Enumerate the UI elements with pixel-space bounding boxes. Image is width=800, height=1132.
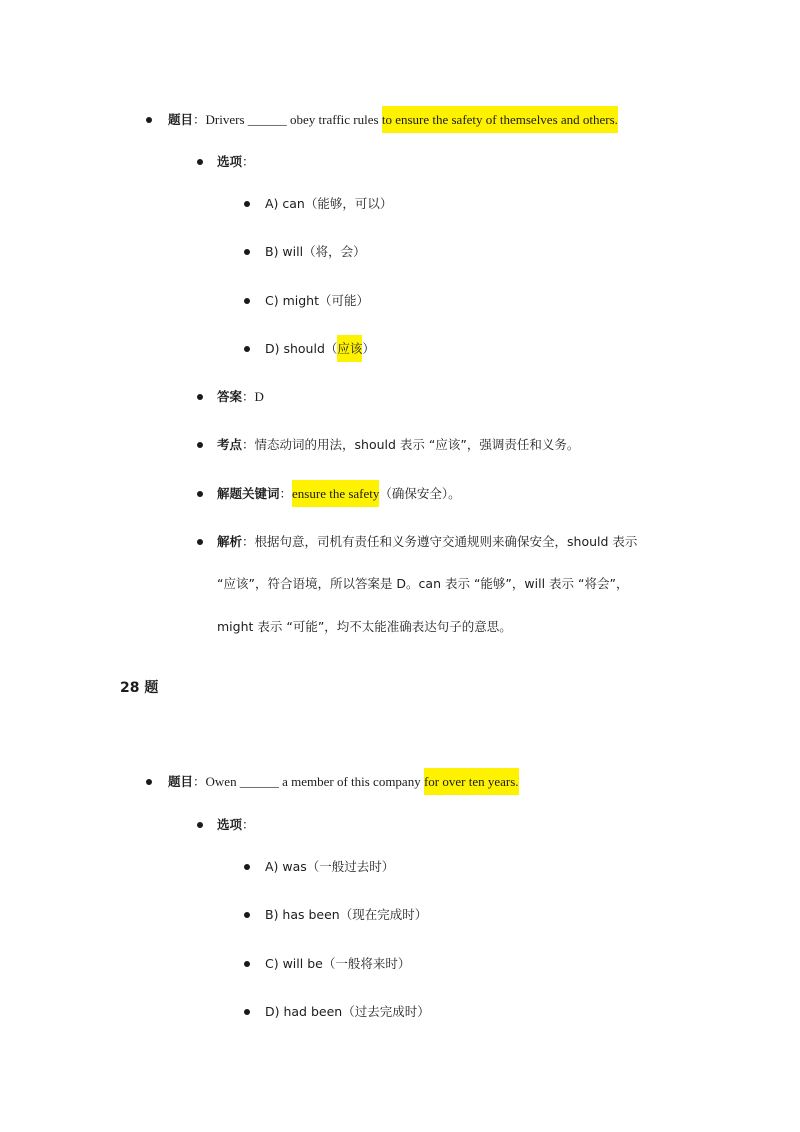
analysis-line-2: “应该”，符合语境，所以答案是 D。can 表示 “能够”，will 表示 “将会”， (217, 576, 629, 591)
analysis-line-1: 解析：根据句意，司机有责任和义务遵守交通规则来确保安全，should 表示 (217, 534, 638, 549)
question-stem: 题目：Drivers ______ obey traffic rules to ensure the safety of themselves and others. (168, 110, 618, 130)
stem-label: 题目 (168, 112, 194, 127)
option-b: B) will（将，会） (265, 244, 366, 259)
list-bullet (197, 822, 203, 828)
question-heading: 28 题 (120, 680, 159, 696)
analysis-line-3: might 表示 “可能”，均不太能准确表达句子的意思。 (217, 619, 512, 634)
option-d: D) should（应该） (265, 339, 375, 359)
list-bullet (244, 249, 250, 255)
list-bullet (146, 117, 152, 123)
list-bullet (146, 779, 152, 785)
list-bullet (244, 298, 250, 304)
list-bullet (244, 1009, 250, 1015)
answer-line: 答案：D (217, 389, 264, 404)
option-d-highlight: 应该 (337, 335, 362, 362)
list-bullet (197, 394, 203, 400)
list-bullet (244, 912, 250, 918)
options-heading: 选项： (217, 154, 255, 169)
option-c: C) will be（一般将来时） (265, 956, 411, 971)
option-a: A) was（一般过去时） (265, 859, 395, 874)
stem-highlight: to ensure the safety of themselves and others. (382, 106, 618, 133)
list-bullet (197, 159, 203, 165)
list-bullet (244, 864, 250, 870)
list-bullet (244, 346, 250, 352)
question-stem: 题目：Owen ______ a member of this company for over ten years. (168, 772, 519, 792)
keyword-line: 解题关键词：ensure the safety（确保安全）。 (217, 484, 461, 504)
list-bullet (244, 961, 250, 967)
stem-text: Owen ______ a member of this company (205, 774, 424, 789)
answer-value: D (254, 389, 264, 404)
stem-text: Drivers ______ obey traffic rules (205, 112, 382, 127)
key-point-text: 情态动词的用法，should 表示 “应该”，强调责任和义务。 (254, 437, 580, 452)
option-c: C) might（可能） (265, 293, 369, 308)
list-bullet (197, 539, 203, 545)
key-point-line: 考点：情态动词的用法，should 表示 “应该”，强调责任和义务。 (217, 437, 580, 452)
option-d: D) had been（过去完成时） (265, 1004, 430, 1019)
list-bullet (244, 201, 250, 207)
option-a: A) can（能够，可以） (265, 196, 393, 211)
option-b: B) has been（现在完成时） (265, 907, 428, 922)
stem-highlight: for over ten years. (424, 768, 519, 795)
list-bullet (197, 442, 203, 448)
list-bullet (197, 491, 203, 497)
keyword-highlight: ensure the safety (292, 480, 379, 507)
options-heading: 选项： (217, 817, 255, 832)
